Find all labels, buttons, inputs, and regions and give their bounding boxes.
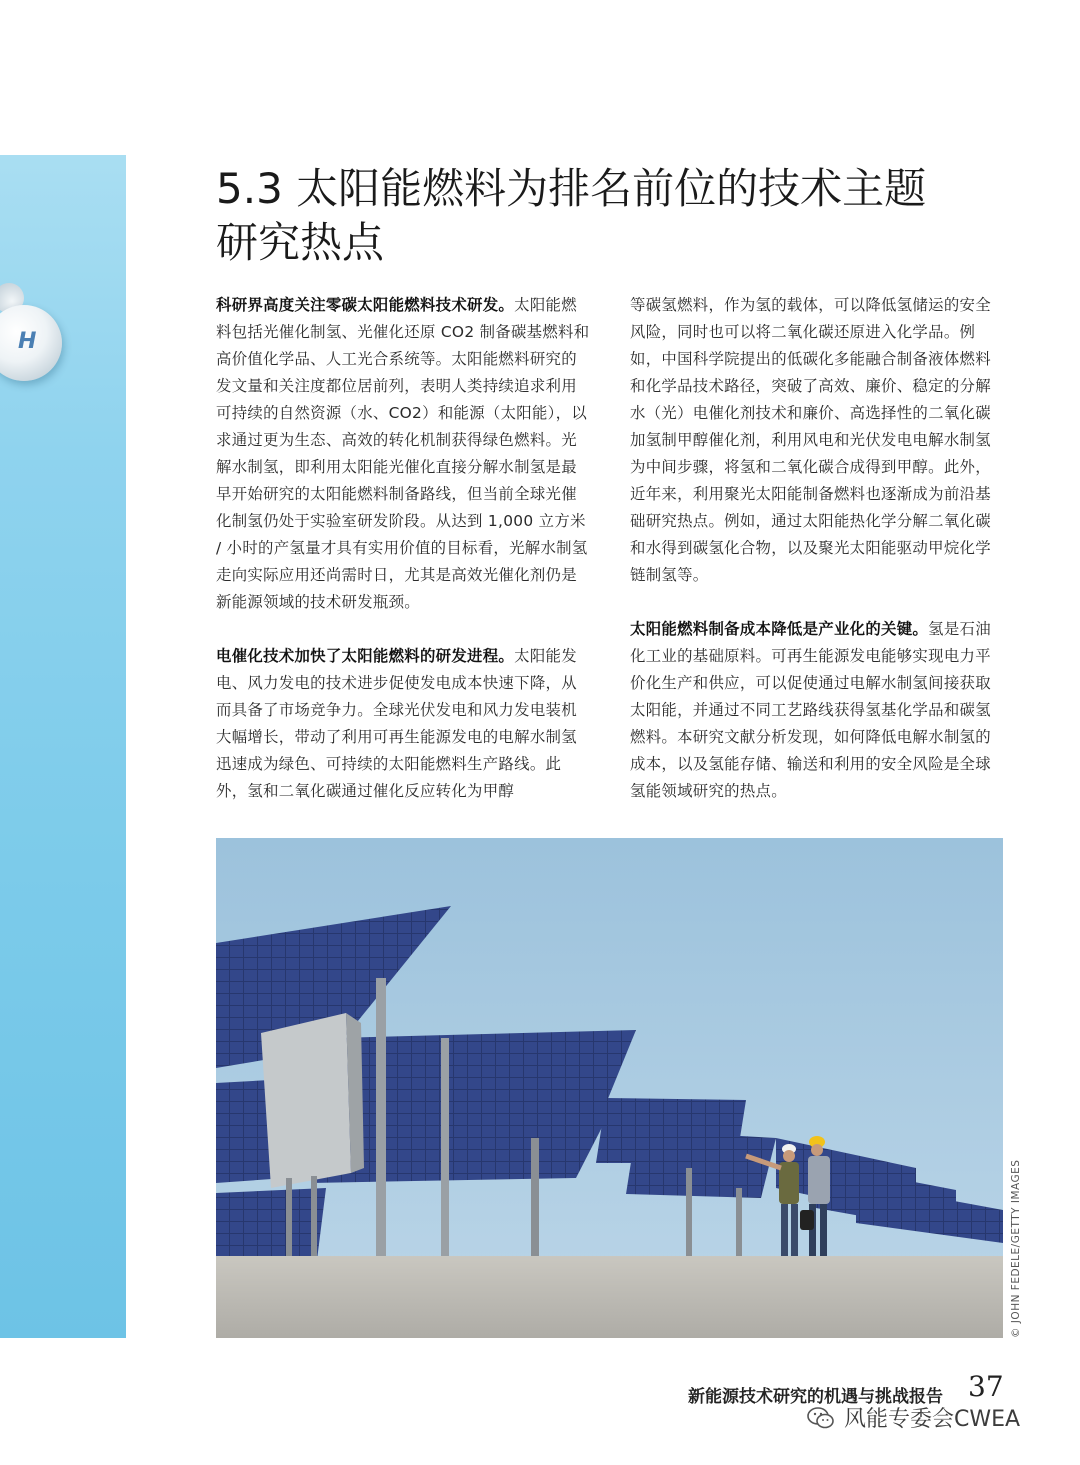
paragraph-body: 等碳氢燃料，作为氢的载体，可以降低氢储运的安全风险，同时也可以将二氧化碳还原进入化学品。例如，中国科学院提出的低碳化多能融合制备液体燃料和化学品技术路径，突破了高效、廉价、稳定的分解水（光）电催化剂技术和廉价、高选择性的二氧化碳加氢制甲醇催化剂，利用风电和光伏发电电解水制氢为中间步骤，将氢和二氧化碳合成得到甲醇。此外，近年来，利用聚光太阳能制备燃料也逐渐成为前沿基础研究热点。例如，通过太阳能热化学分解二氧化碳和水得到碳氢化合物，以及聚光太阳能驱动甲烷化学链制氢等。 — [630, 296, 991, 584]
photo-credit: © JOHN FEDELE/GETTY IMAGES — [1010, 1159, 1022, 1338]
right-text-column — [630, 292, 1004, 805]
solar-farm-photo — [216, 838, 1003, 1338]
paragraph — [216, 643, 590, 805]
paragraph-lead: 科研界高度关注零碳太阳能燃料技术研发。 — [216, 296, 515, 314]
wechat-icon — [806, 1403, 836, 1433]
section-title-line2: 研究热点 — [216, 218, 385, 267]
hydrogen-sphere — [0, 305, 62, 381]
page-number: 37 — [968, 1370, 1004, 1403]
watermark-text: 风能专委会CWEA — [844, 1407, 1021, 1432]
report-title-footer: 新能源技术研究的机遇与挑战报告 — [688, 1387, 943, 1407]
side-color-band — [0, 155, 126, 1338]
paragraph-body: 太阳能发电、风力发电的技术进步促使发电成本快速下降，从而具备了市场竞争力。全球光伏发电和风力发电装机大幅增长，带动了利用可再生能源发电的电解水制氢迅速成为绿色、可持续的太阳能燃料生产路线。此外，氢和二氧化碳通过催化反应转化为甲醇 — [216, 647, 577, 800]
paragraph — [216, 292, 590, 616]
paragraph — [630, 616, 1004, 805]
section-title — [216, 162, 1016, 270]
paragraph-lead: 太阳能燃料制备成本降低是产业化的关键。 — [630, 620, 929, 638]
left-text-column — [216, 292, 590, 805]
section-title-line1: 5.3 太阳能燃料为排名前位的技术主题 — [216, 164, 927, 213]
paragraph-lead: 电催化技术加快了太阳能燃料的研发进程。 — [216, 647, 515, 665]
hydrogen-label: H — [18, 329, 37, 354]
gravel-ground — [216, 1256, 1003, 1338]
paragraph — [630, 292, 1004, 589]
paragraph-body: 太阳能燃料包括光催化制氢、光催化还原 CO2 制备碳基燃料和高价值化学品、人工光合系统等。太阳能燃料研究的发文量和关注度都位居前列，表明人类持续追求利用可持续的自然资源（水、CO2）和能源（太阳能），以求通过更为生态、高效的转化机制获得绿色燃料。光解水制氢，即利用太阳能光催化直接分解水制氢是最早开始研究的太阳能燃料制备路线，但当前全球光催化制氢仍处于实验室研发阶段。从达到 1,000 立方米 / 小时的产氢量才具有实用价值的目标看，光解水制氢走向实际应用还尚需时日，尤其是高效光催化剂仍是新能源领域的技术研发瓶颈。 — [216, 296, 590, 611]
solar-farm-illustration — [216, 838, 1003, 1338]
paragraph-body: 氢是石油化工业的基础原料。可再生能源发电能够实现电力平价化生产和供应，可以促使通过电解水制氢间接获取太阳能，并通过不同工艺路线获得氢基化学品和碳氢燃料。本研究文献分析发现，如何降低电解水制氢的成本，以及氢能存储、输送和利用的安全风险是全球氢能领域研究的热点。 — [630, 620, 991, 800]
watermark — [806, 1402, 1020, 1433]
